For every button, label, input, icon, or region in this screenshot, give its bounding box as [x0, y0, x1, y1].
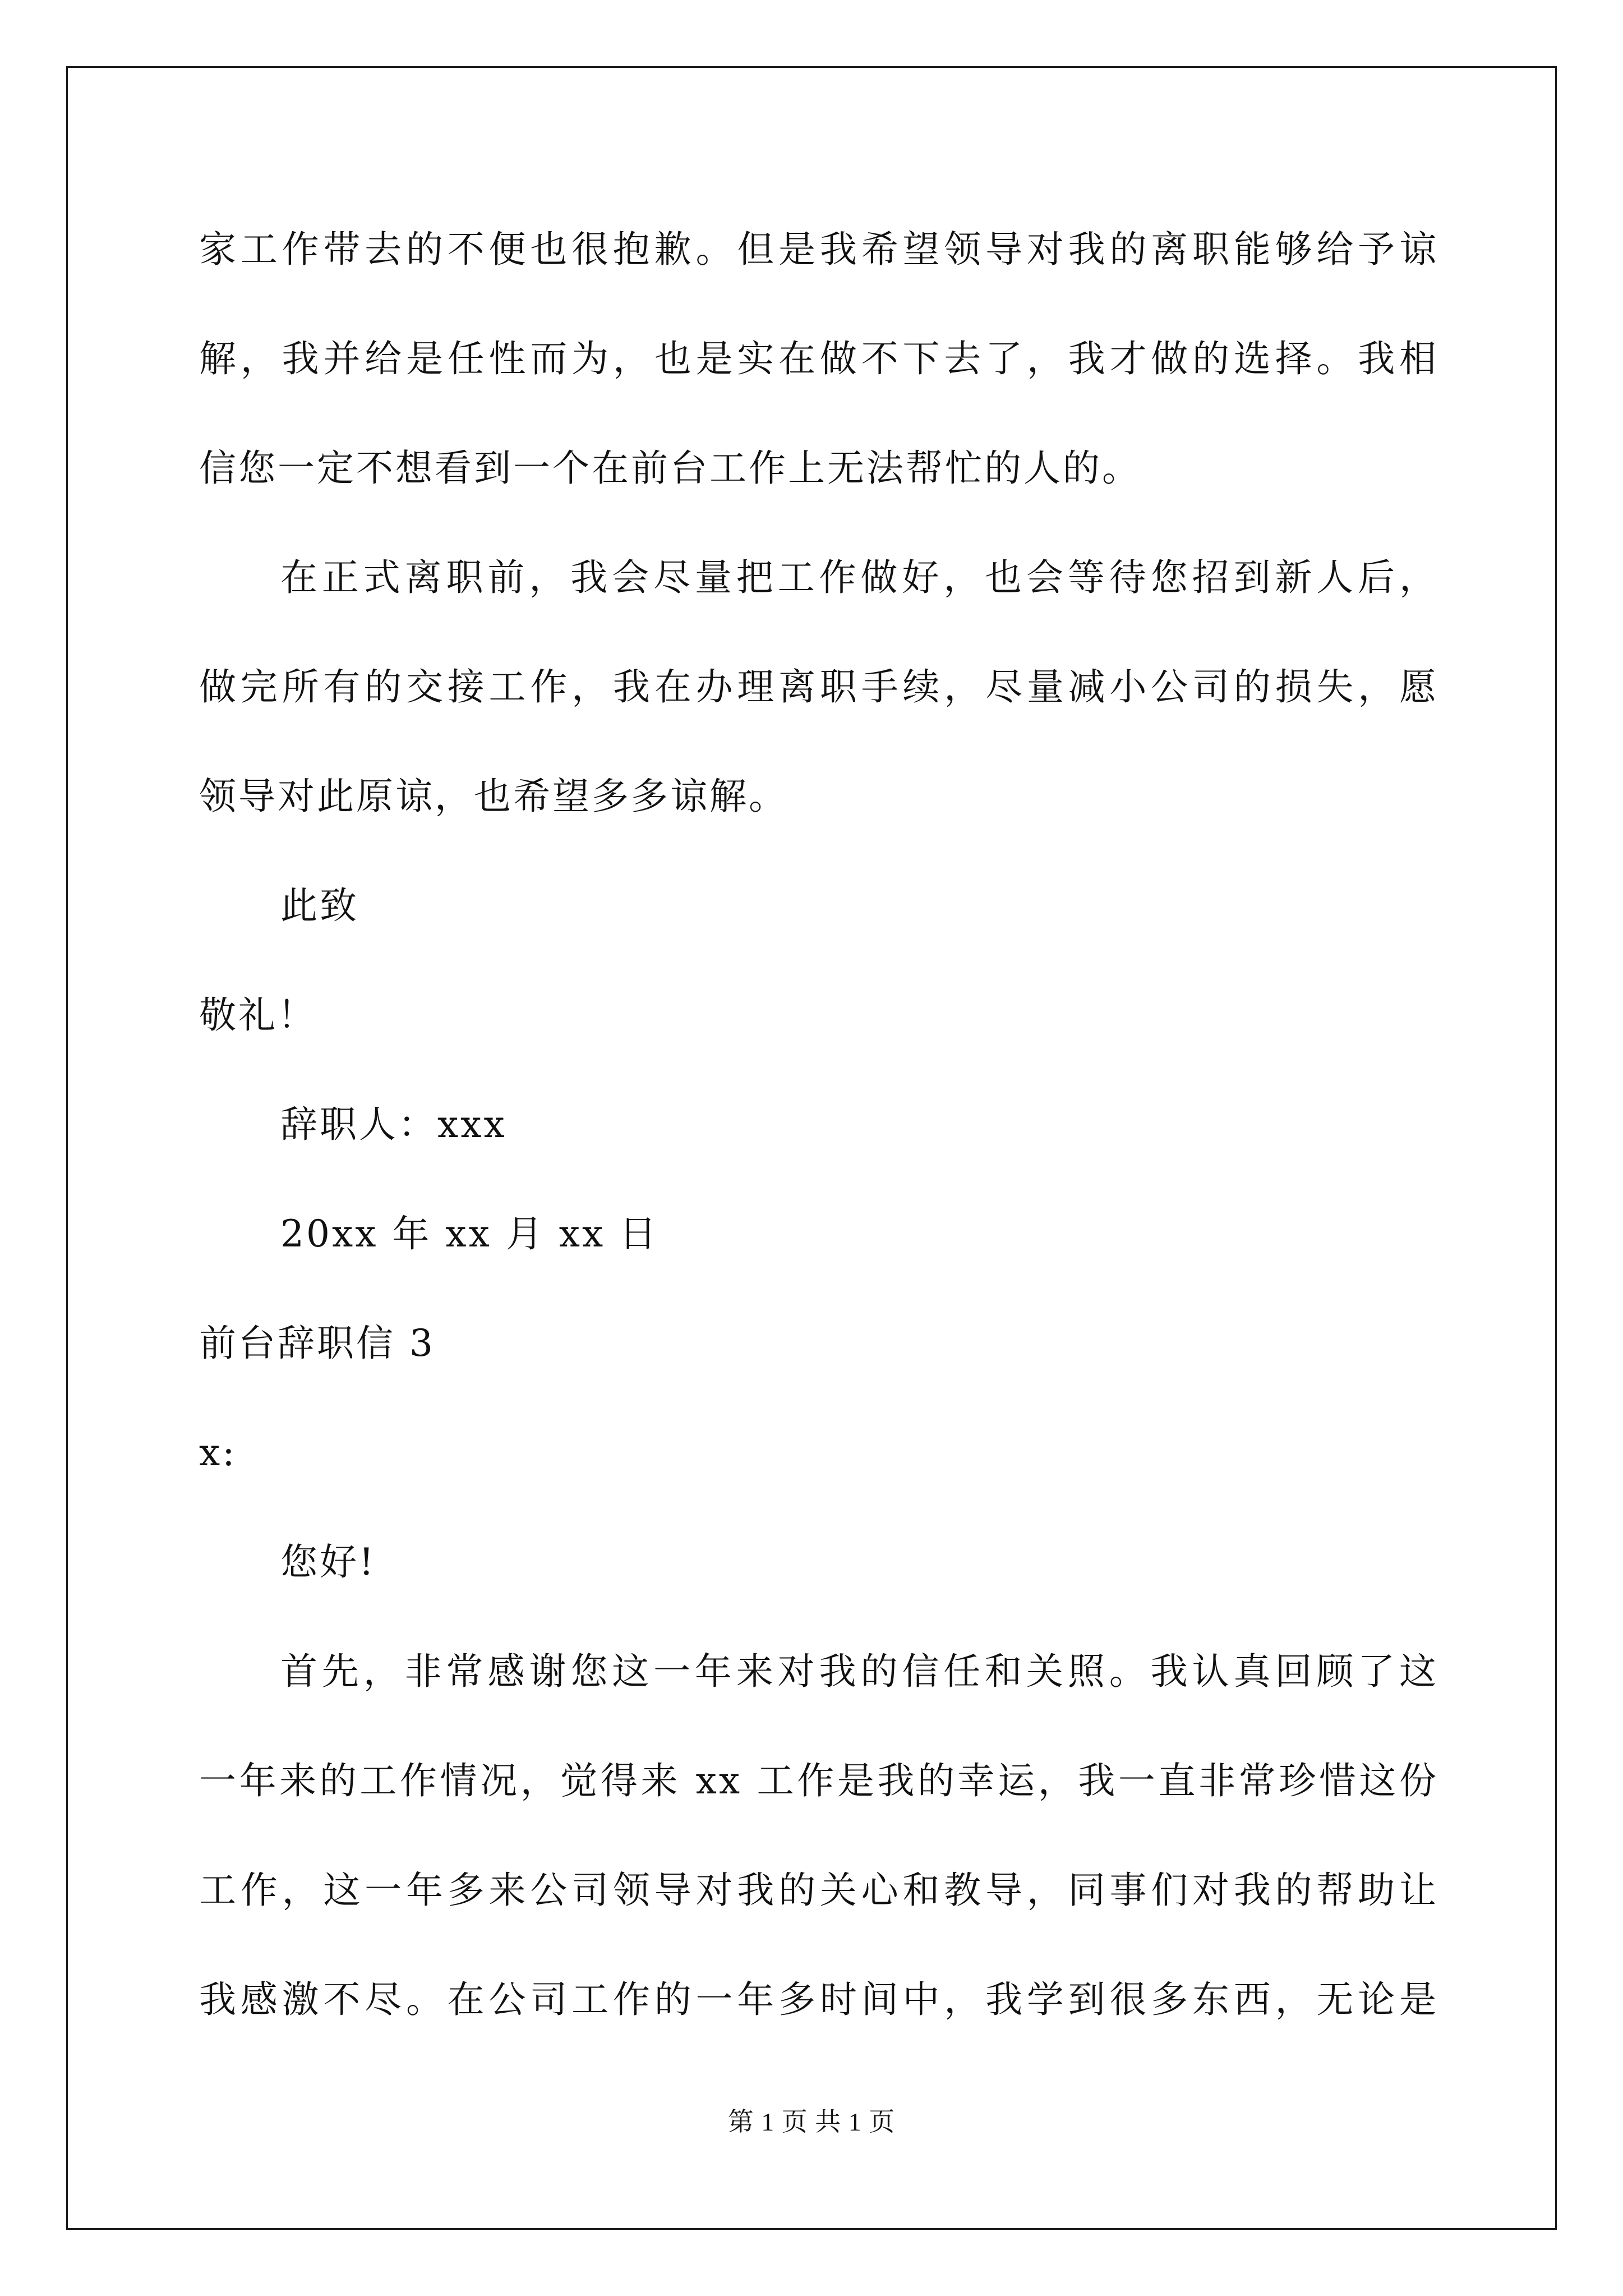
- body-line: 信您一定不想看到一个在前台工作上无法帮忙的人的。: [199, 447, 1141, 490]
- closing-regards: 敬礼！: [199, 993, 317, 1037]
- signature-date: 20xx 年 xx 月 xx 日: [280, 1212, 659, 1255]
- body-line: 首先，非常感谢您这一年来对我的信任和关照。我认真回顾了这: [280, 1650, 1438, 1693]
- greeting: 您好!: [280, 1540, 376, 1584]
- body-line: 做完所有的交接工作，我在办理离职手续，尽量减小公司的损失，愿: [199, 665, 1438, 708]
- body-line: 解，我并给是任性而为，也是实在做不下去了，我才做的选择。我相: [199, 337, 1438, 380]
- body-line: 一年来的工作情况，觉得来 xx 工作是我的幸运，我一直非常珍惜这份: [199, 1759, 1438, 1802]
- page-footer: 第 1 页 共 1 页: [727, 2108, 896, 2136]
- body-line: 在正式离职前，我会尽量把工作做好，也会等待您招到新人后，: [280, 556, 1438, 599]
- recipient: x:: [199, 1431, 237, 1474]
- body-line: 我感激不尽。在公司工作的一年多时间中，我学到很多东西，无论是: [199, 1978, 1438, 2021]
- closing-salutation: 此致: [280, 884, 359, 927]
- section-title: 前台辞职信 3: [199, 1322, 435, 1365]
- body-line: 工作，这一年多来公司领导对我的关心和教导，同事们对我的帮助让: [199, 1869, 1438, 1912]
- body-line: 家工作带去的不便也很抱歉。但是我希望领导对我的离职能够给予谅: [199, 228, 1438, 271]
- signature-name: 辞职人：xxx: [280, 1103, 507, 1146]
- body-line: 领导对此原谅，也希望多多谅解。: [199, 775, 788, 818]
